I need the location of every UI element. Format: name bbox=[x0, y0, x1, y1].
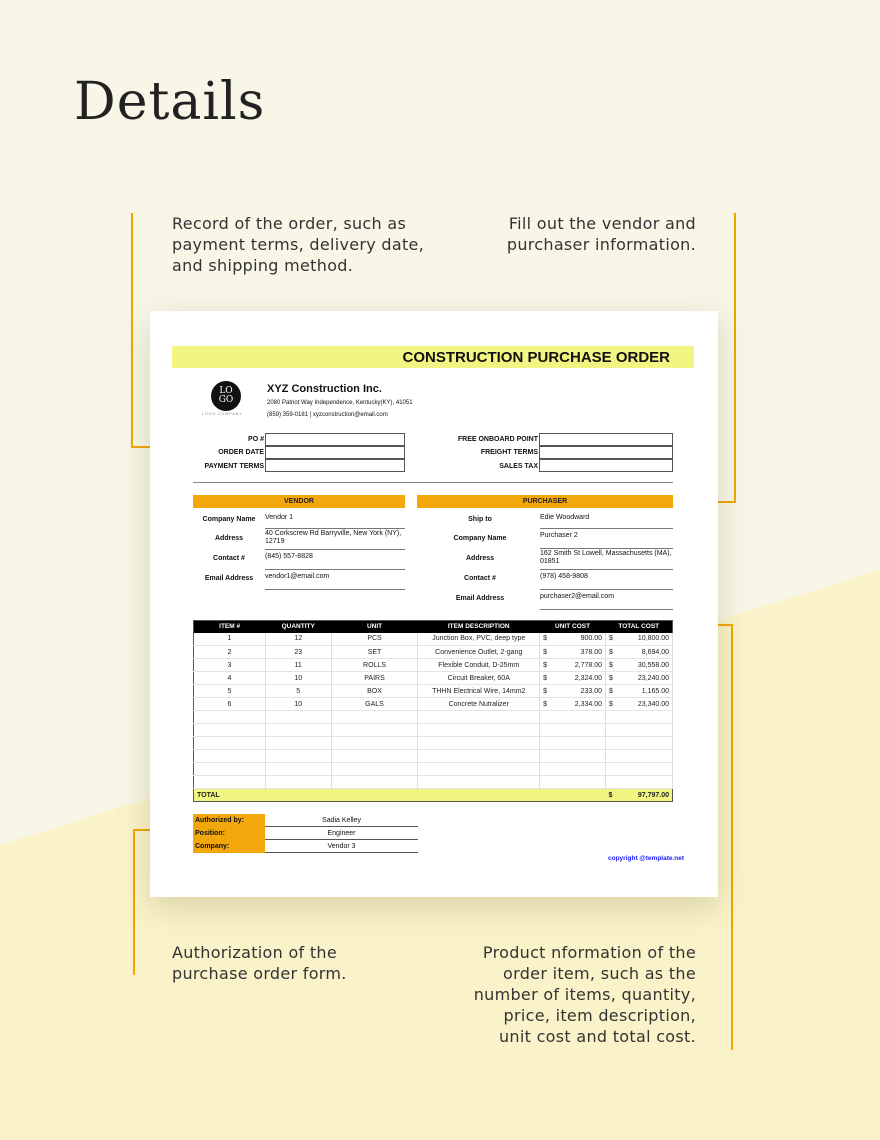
total-cost: 23,340.00 bbox=[618, 698, 673, 711]
callout-line bbox=[734, 213, 736, 503]
logo-caption: LOGO COMPANY bbox=[202, 412, 243, 416]
callout-line bbox=[133, 829, 135, 975]
currency: $ bbox=[606, 659, 618, 672]
table-header bbox=[194, 621, 673, 633]
authorized-by-field[interactable]: Sadia Kelley bbox=[265, 814, 418, 827]
currency: $ bbox=[540, 646, 552, 659]
currency: $ bbox=[606, 646, 618, 659]
total-row bbox=[194, 789, 673, 802]
item-description: Flexible Conduit, D-25mm bbox=[418, 659, 540, 672]
field-label: PAYMENT TERMS bbox=[204, 463, 264, 470]
item-quantity: 11 bbox=[265, 659, 331, 672]
purchaser-label: Address bbox=[465, 555, 494, 562]
item-unit: GALS bbox=[331, 698, 418, 711]
item-number: 3 bbox=[194, 659, 266, 672]
item-description: THHN Electrical Wire, 14mm2 bbox=[418, 685, 540, 698]
note-product-info: Product nformation of the order item, such as the number of items, quantity, price, item description, unit cost and total cost. bbox=[473, 943, 696, 1046]
vendor-label: Email Address bbox=[204, 575, 254, 582]
empty-row bbox=[194, 750, 673, 763]
po-number-input[interactable] bbox=[265, 433, 405, 446]
item-number: 1 bbox=[194, 633, 266, 646]
item-number: 6 bbox=[194, 698, 266, 711]
purchaser-label: Company Name bbox=[453, 535, 507, 542]
note-authorization: Authorization of the purchase order form. bbox=[172, 943, 347, 983]
field-label: FREE ONBOARD POINT bbox=[457, 436, 538, 443]
note-vendor-info: Fill out the vendor and purchaser information. bbox=[506, 214, 696, 254]
items-table bbox=[193, 620, 673, 802]
auth-label: Authorized by: bbox=[193, 814, 265, 827]
unit-cost: 233.00 bbox=[552, 685, 606, 698]
vendor-heading: VENDOR bbox=[193, 495, 405, 508]
column-header: TOTAL COST bbox=[606, 621, 673, 633]
purchaser-company-field[interactable]: Purchaser 2 bbox=[540, 532, 673, 549]
page-heading: Details bbox=[74, 72, 266, 132]
item-unit: SET bbox=[331, 646, 418, 659]
field-label: SALES TAX bbox=[499, 463, 538, 470]
item-quantity: 23 bbox=[265, 646, 331, 659]
currency: $ bbox=[606, 633, 618, 646]
unit-cost: 2,334.00 bbox=[552, 698, 606, 711]
currency: $ bbox=[606, 698, 618, 711]
empty-row bbox=[194, 724, 673, 737]
currency: $ bbox=[540, 633, 552, 646]
currency: $ bbox=[606, 685, 618, 698]
total-cost: 30,558.00 bbox=[618, 659, 673, 672]
total-cost: 8,694.00 bbox=[618, 646, 673, 659]
total-cost: 10,800.00 bbox=[618, 633, 673, 646]
table-row bbox=[194, 646, 673, 659]
field-label: FREIGHT TERMS bbox=[480, 449, 538, 456]
company-field[interactable]: Vendor 3 bbox=[265, 840, 418, 853]
currency: $ bbox=[606, 672, 618, 685]
item-unit: BOX bbox=[331, 685, 418, 698]
table-row bbox=[194, 685, 673, 698]
auth-label: Position: bbox=[193, 827, 265, 840]
logo-icon: LO GO bbox=[211, 381, 241, 411]
item-quantity: 12 bbox=[265, 633, 331, 646]
currency: $ bbox=[606, 789, 618, 802]
company-name: XYZ Construction Inc. bbox=[267, 383, 382, 395]
callout-line bbox=[131, 213, 133, 448]
unit-cost: 2,324.00 bbox=[552, 672, 606, 685]
unit-cost: 900.00 bbox=[552, 633, 606, 646]
free-onboard-point-input[interactable] bbox=[539, 433, 673, 446]
company-contact: (859) 359-0181 | xyzconstruction@email.com bbox=[267, 412, 388, 418]
ship-to-field[interactable]: Edie Woodward bbox=[540, 514, 673, 529]
note-order-record: Record of the order, such as payment terms, delivery date, and shipping method. bbox=[172, 214, 425, 275]
sales-tax-input[interactable] bbox=[539, 459, 673, 472]
auth-label: Company: bbox=[193, 840, 265, 853]
unit-cost: 2,778.00 bbox=[552, 659, 606, 672]
vendor-email-field[interactable]: vendor1@email.com bbox=[265, 573, 405, 590]
vendor-company-field[interactable]: Vendor 1 bbox=[265, 514, 405, 529]
item-description: Junction Box, PVC, deep type bbox=[418, 633, 540, 646]
purchaser-address-field[interactable]: 162 Smith St Lowell, Massachusetts (MA), 01851 bbox=[540, 550, 673, 570]
company-address: 2080 Patriot Way Independence, Kentucky(KY), 41051 bbox=[267, 400, 413, 406]
item-unit: PCS bbox=[331, 633, 418, 646]
item-number: 4 bbox=[194, 672, 266, 685]
item-quantity: 5 bbox=[265, 685, 331, 698]
empty-row bbox=[194, 711, 673, 724]
vendor-label: Company Name bbox=[202, 516, 256, 523]
empty-row bbox=[194, 737, 673, 750]
item-unit: PAIRS bbox=[331, 672, 418, 685]
position-field[interactable]: Engineer bbox=[265, 827, 418, 840]
vendor-label: Contact # bbox=[213, 555, 245, 562]
empty-row bbox=[194, 763, 673, 776]
vendor-contact-field[interactable]: (845) 557-8828 bbox=[265, 553, 405, 570]
column-header: ITEM DESCRIPTION bbox=[418, 621, 540, 633]
table-row bbox=[194, 672, 673, 685]
empty-row bbox=[194, 776, 673, 789]
currency: $ bbox=[540, 672, 552, 685]
document-title: CONSTRUCTION PURCHASE ORDER bbox=[172, 346, 694, 368]
table-row bbox=[194, 698, 673, 711]
total-cost: 23,240.00 bbox=[618, 672, 673, 685]
purchaser-heading: PURCHASER bbox=[417, 495, 673, 508]
column-header: QUANTITY bbox=[265, 621, 331, 633]
order-date-input[interactable] bbox=[265, 446, 405, 459]
vendor-address-field[interactable]: 40 Corkscrew Rd Barryville, New York (NY), 12719 bbox=[265, 530, 405, 550]
purchaser-label: Email Address bbox=[455, 595, 505, 602]
freight-terms-input[interactable] bbox=[539, 446, 673, 459]
callout-line bbox=[731, 624, 733, 1050]
currency: $ bbox=[540, 659, 552, 672]
grand-total: 97,797.00 bbox=[618, 789, 673, 802]
item-quantity: 10 bbox=[265, 698, 331, 711]
divider bbox=[193, 482, 673, 483]
item-number: 2 bbox=[194, 646, 266, 659]
total-label: TOTAL bbox=[194, 789, 606, 802]
copyright-link[interactable]: copyright @template.net bbox=[608, 855, 685, 862]
item-description: Concrete Nutralizer bbox=[418, 698, 540, 711]
item-number: 5 bbox=[194, 685, 266, 698]
total-cost: 1,165.00 bbox=[618, 685, 673, 698]
item-quantity: 10 bbox=[265, 672, 331, 685]
payment-terms-input[interactable] bbox=[265, 459, 405, 472]
currency: $ bbox=[540, 685, 552, 698]
purchaser-email-field[interactable]: purchaser2@email.com bbox=[540, 593, 673, 610]
column-header: UNIT COST bbox=[540, 621, 606, 633]
table-row bbox=[194, 659, 673, 672]
field-label: PO # bbox=[248, 436, 264, 443]
column-header: ITEM # bbox=[194, 621, 266, 633]
unit-cost: 378.00 bbox=[552, 646, 606, 659]
column-header: UNIT bbox=[331, 621, 418, 633]
vendor-label: Address bbox=[214, 535, 243, 542]
field-label: ORDER DATE bbox=[218, 449, 264, 456]
purchaser-label: Ship to bbox=[468, 516, 492, 523]
item-description: Convenience Outlet, 2-gang bbox=[418, 646, 540, 659]
currency: $ bbox=[540, 698, 552, 711]
table-row bbox=[194, 633, 673, 646]
purchase-order-document bbox=[150, 311, 718, 897]
item-unit: ROLLS bbox=[331, 659, 418, 672]
item-description: Circuit Breaker, 60A bbox=[418, 672, 540, 685]
purchaser-label: Contact # bbox=[464, 575, 496, 582]
purchaser-contact-field[interactable]: (978) 458-9808 bbox=[540, 573, 673, 590]
